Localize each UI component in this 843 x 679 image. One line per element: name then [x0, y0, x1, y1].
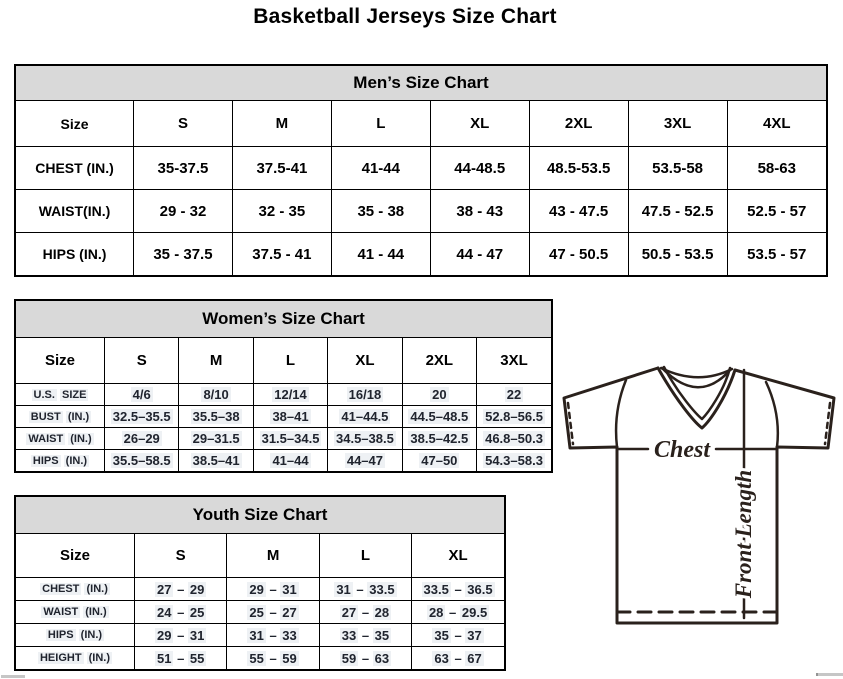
youth-size-table — [16, 534, 504, 669]
row-label: HIPS (IN.) — [16, 450, 105, 472]
value-cell: 44–47 — [328, 450, 402, 472]
left-armhole-seam — [616, 380, 626, 447]
value-cell: 35 - 37.5 — [134, 233, 233, 276]
column-header: M — [179, 338, 253, 384]
value-cell: 52.8–56.5 — [477, 406, 551, 428]
value-cell: 31 – 33.5 — [319, 578, 411, 601]
mens-size-chart — [14, 64, 828, 277]
value-cell: 48.5-53.5 — [529, 147, 628, 190]
row-label: U.S. SIZE — [16, 384, 105, 406]
value-cell: 63 – 67 — [412, 647, 504, 670]
table-row — [16, 601, 504, 624]
row-label: WAIST (IN.) — [16, 428, 105, 450]
column-header: XL — [430, 101, 529, 147]
value-cell: 59 – 63 — [319, 647, 411, 670]
row-label: BUST (IN.) — [16, 406, 105, 428]
value-cell: 22 — [477, 384, 551, 406]
table-row — [16, 578, 504, 601]
column-header: Size — [16, 534, 135, 578]
table-row — [16, 190, 826, 233]
value-cell: 35.5–58.5 — [105, 450, 179, 472]
value-cell: 46.8–50.3 — [477, 428, 551, 450]
value-cell: 38 - 43 — [430, 190, 529, 233]
value-cell: 41–44 — [253, 450, 327, 472]
mens-size-table — [16, 101, 826, 275]
chest-label: Chest — [653, 437, 711, 463]
value-cell: 47 - 50.5 — [529, 233, 628, 276]
value-cell: 28 – 29.5 — [412, 601, 504, 624]
value-cell: 38.5–41 — [179, 450, 253, 472]
column-header: S — [135, 534, 227, 578]
value-cell: 16/18 — [328, 384, 402, 406]
value-cell: 33.5 – 36.5 — [412, 578, 504, 601]
size-header-row — [16, 338, 551, 384]
column-header: M — [232, 101, 331, 147]
table-row — [16, 384, 551, 406]
value-cell: 35 – 37 — [412, 624, 504, 647]
value-cell: 4/6 — [105, 384, 179, 406]
value-cell: 44-48.5 — [430, 147, 529, 190]
row-label: HIPS (IN.) — [16, 624, 135, 647]
mens-chart-title: Men’s Size Chart — [16, 66, 826, 101]
value-cell: 12/14 — [253, 384, 327, 406]
value-cell: 32.5–35.5 — [105, 406, 179, 428]
front-length-label: Front Length — [731, 469, 756, 599]
value-cell: 55 – 59 — [227, 647, 319, 670]
cropped-fragment-left — [1, 675, 25, 678]
column-header: 3XL — [477, 338, 551, 384]
table-row — [16, 147, 826, 190]
row-label: WAIST(IN.) — [16, 190, 134, 233]
value-cell: 31.5–34.5 — [253, 428, 327, 450]
value-cell: 29 - 32 — [134, 190, 233, 233]
size-header-row — [16, 534, 504, 578]
value-cell: 52.5 - 57 — [727, 190, 826, 233]
value-cell: 32 - 35 — [232, 190, 331, 233]
column-header: Size — [16, 101, 134, 147]
value-cell: 41-44 — [331, 147, 430, 190]
value-cell: 27 – 29 — [135, 578, 227, 601]
value-cell: 25 – 27 — [227, 601, 319, 624]
column-header: L — [331, 101, 430, 147]
column-header: S — [105, 338, 179, 384]
value-cell: 27 – 28 — [319, 601, 411, 624]
column-header: 4XL — [727, 101, 826, 147]
row-label: CHEST (IN.) — [16, 578, 135, 601]
value-cell: 29 – 31 — [227, 578, 319, 601]
table-row — [16, 428, 551, 450]
right-armhole-seam — [766, 382, 778, 447]
row-label: WAIST (IN.) — [16, 601, 135, 624]
column-header: XL — [328, 338, 402, 384]
jersey-measurement-diagram — [558, 364, 840, 630]
column-header: XL — [412, 534, 504, 578]
value-cell: 20 — [402, 384, 476, 406]
value-cell: 29 – 31 — [135, 624, 227, 647]
table-row — [16, 647, 504, 670]
value-cell: 44 - 47 — [430, 233, 529, 276]
size-header-row — [16, 101, 826, 147]
cropped-fragment-right — [816, 673, 843, 676]
value-cell: 41 - 44 — [331, 233, 430, 276]
value-cell: 34.5–38.5 — [328, 428, 402, 450]
value-cell: 35 - 38 — [331, 190, 430, 233]
value-cell: 35-37.5 — [134, 147, 233, 190]
column-header: L — [319, 534, 411, 578]
value-cell: 44.5–48.5 — [402, 406, 476, 428]
table-row — [16, 406, 551, 428]
value-cell: 41–44.5 — [328, 406, 402, 428]
value-cell: 24 – 25 — [135, 601, 227, 624]
value-cell: 37.5 - 41 — [232, 233, 331, 276]
column-header: M — [227, 534, 319, 578]
value-cell: 51 – 55 — [135, 647, 227, 670]
column-header: S — [134, 101, 233, 147]
youth-chart-title: Youth Size Chart — [16, 497, 504, 534]
row-label: CHEST (IN.) — [16, 147, 134, 190]
value-cell: 58-63 — [727, 147, 826, 190]
table-row — [16, 233, 826, 276]
womens-size-chart — [14, 299, 553, 473]
value-cell: 53.5 - 57 — [727, 233, 826, 276]
value-cell: 26–29 — [105, 428, 179, 450]
value-cell: 54.3–58.3 — [477, 450, 551, 472]
womens-size-table — [16, 338, 551, 471]
jersey-outline — [564, 368, 834, 623]
row-label: HIPS (IN.) — [16, 233, 134, 276]
table-row — [16, 624, 504, 647]
value-cell: 47–50 — [402, 450, 476, 472]
value-cell: 43 - 47.5 — [529, 190, 628, 233]
row-label: HEIGHT (IN.) — [16, 647, 135, 670]
column-header: Size — [16, 338, 105, 384]
value-cell: 50.5 - 53.5 — [628, 233, 727, 276]
column-header: 2XL — [529, 101, 628, 147]
value-cell: 33 – 35 — [319, 624, 411, 647]
value-cell: 31 – 33 — [227, 624, 319, 647]
page-title: Basketball Jerseys Size Chart — [253, 5, 557, 28]
value-cell: 38.5–42.5 — [402, 428, 476, 450]
value-cell: 8/10 — [179, 384, 253, 406]
column-header: L — [253, 338, 327, 384]
value-cell: 35.5–38 — [179, 406, 253, 428]
value-cell: 47.5 - 52.5 — [628, 190, 727, 233]
value-cell: 53.5-58 — [628, 147, 727, 190]
table-row — [16, 450, 551, 472]
column-header: 2XL — [402, 338, 476, 384]
womens-chart-title: Women’s Size Chart — [16, 301, 551, 338]
column-header: 3XL — [628, 101, 727, 147]
youth-size-chart — [14, 495, 506, 671]
value-cell: 29–31.5 — [179, 428, 253, 450]
value-cell: 37.5-41 — [232, 147, 331, 190]
value-cell: 38–41 — [253, 406, 327, 428]
